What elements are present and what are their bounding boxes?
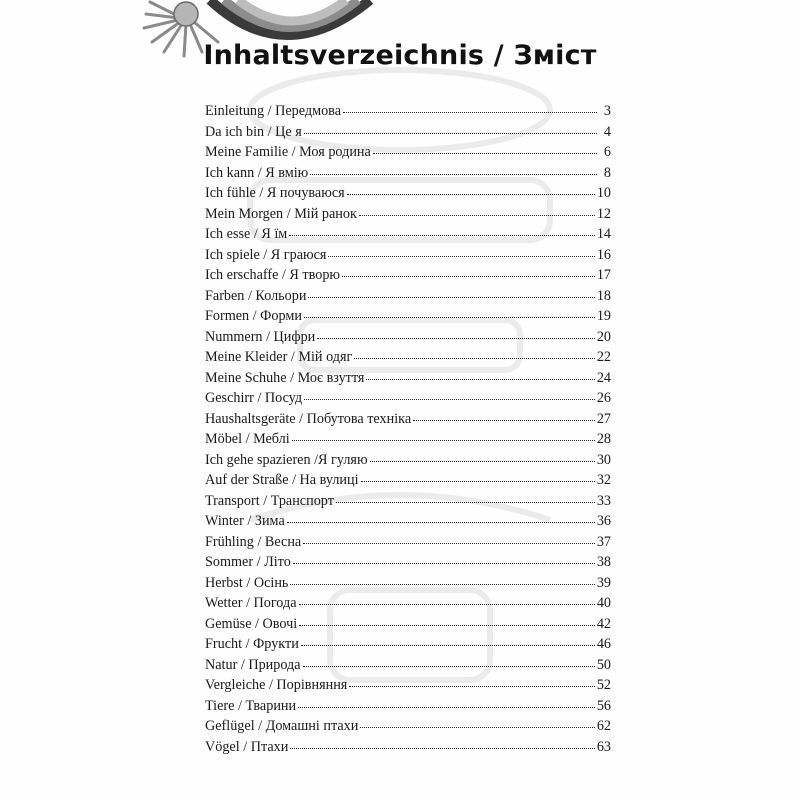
dot-leader bbox=[304, 317, 595, 318]
toc-entry-page: 16 bbox=[596, 246, 611, 263]
toc-entry-page: 30 bbox=[596, 451, 611, 468]
toc-entry-page: 8 bbox=[603, 164, 611, 181]
toc-entry-page: 28 bbox=[596, 431, 611, 447]
toc-entry bbox=[205, 634, 611, 655]
dot-leader bbox=[292, 440, 595, 441]
dot-leader bbox=[308, 297, 594, 298]
dot-leader bbox=[298, 707, 595, 708]
toc-entry bbox=[205, 470, 611, 491]
dot-leader bbox=[304, 399, 595, 400]
toc-entry bbox=[205, 142, 611, 163]
dot-leader bbox=[370, 461, 595, 462]
dot-leader bbox=[349, 686, 594, 687]
toc-entry bbox=[205, 409, 611, 430]
toc-entry-page: 19 bbox=[596, 308, 611, 324]
dot-leader bbox=[366, 379, 594, 380]
dot-leader bbox=[359, 215, 595, 216]
toc-entry-title: Auf der Straße / На вулиці bbox=[205, 472, 359, 488]
toc-entry-page: 18 bbox=[596, 287, 611, 304]
toc-entry-page: 6 bbox=[603, 144, 611, 160]
dot-leader bbox=[342, 276, 595, 277]
toc-entry-title: Natur / Природа bbox=[205, 656, 301, 673]
toc-entry bbox=[205, 265, 611, 286]
toc-entry bbox=[205, 286, 611, 307]
toc-entry-title: Farben / Кольори bbox=[205, 287, 307, 304]
toc-entry-title: Transport / Транспорт bbox=[205, 492, 334, 509]
toc-entry-page: 39 bbox=[596, 574, 611, 591]
toc-entry-page: 46 bbox=[596, 636, 611, 652]
toc-entry-title: Geflügel / Домашні птахи bbox=[205, 718, 359, 734]
toc-entry bbox=[205, 429, 611, 450]
dot-leader bbox=[413, 420, 595, 421]
toc-entry-page: 27 bbox=[596, 410, 611, 427]
toc-entry-title: Ich fühle / Я почуваюся bbox=[205, 185, 345, 201]
dot-leader bbox=[301, 645, 595, 646]
toc-entry bbox=[205, 675, 611, 696]
toc-entry bbox=[205, 593, 611, 614]
page-title: Inhaltsverzeichnis / Зміст bbox=[203, 40, 597, 71]
dot-leader bbox=[361, 481, 595, 482]
toc-entry bbox=[205, 614, 611, 635]
toc-entry-page: 36 bbox=[596, 513, 611, 529]
dot-leader bbox=[303, 666, 595, 667]
toc-entry-page: 17 bbox=[596, 267, 611, 283]
toc-entry bbox=[205, 368, 611, 389]
toc-entry-title: Haushaltsgeräte / Побутова техніка bbox=[205, 410, 412, 427]
dot-leader bbox=[317, 338, 595, 339]
dot-leader bbox=[310, 174, 597, 175]
toc-entry-title: Formen / Форми bbox=[205, 308, 302, 324]
toc-entry-title: Wetter / Погода bbox=[205, 595, 297, 611]
toc-entry bbox=[205, 204, 611, 225]
dot-leader bbox=[360, 727, 595, 728]
toc-entry-title: Frucht / Фрукти bbox=[205, 636, 299, 652]
dot-leader bbox=[373, 153, 597, 154]
toc-entry-title: Herbst / Осінь bbox=[205, 574, 289, 591]
toc-entry-page: 10 bbox=[596, 185, 611, 201]
toc-entry-page: 40 bbox=[596, 595, 611, 611]
dot-leader bbox=[343, 112, 597, 113]
toc-entry-title: Meine Kleider / Мій одяг bbox=[205, 349, 353, 365]
toc-entry bbox=[205, 245, 611, 266]
toc-entry bbox=[205, 327, 611, 348]
toc-entry-title: Vögel / Птахи bbox=[205, 738, 289, 755]
dot-leader bbox=[287, 522, 595, 523]
toc-entry-page: 38 bbox=[596, 554, 611, 570]
toc-entry bbox=[205, 163, 611, 184]
table-of-contents bbox=[205, 101, 611, 757]
toc-entry bbox=[205, 122, 611, 143]
dot-leader bbox=[293, 563, 595, 564]
toc-entry bbox=[205, 101, 611, 122]
toc-entry-page: 37 bbox=[596, 533, 611, 550]
toc-entry-title: Winter / Зима bbox=[205, 513, 285, 529]
toc-entry-title: Frühling / Весна bbox=[205, 533, 302, 550]
toc-entry bbox=[205, 696, 611, 717]
toc-entry-title: Meine Schuhe / Моє взуття bbox=[205, 369, 365, 386]
dot-leader bbox=[328, 256, 594, 257]
toc-entry-title: Sommer / Літо bbox=[205, 554, 291, 570]
toc-entry bbox=[205, 224, 611, 245]
toc-entry bbox=[205, 552, 611, 573]
toc-entry-page: 50 bbox=[596, 656, 611, 673]
toc-entry-page: 33 bbox=[596, 492, 611, 509]
toc-entry-title: Gemüse / Овочі bbox=[205, 615, 298, 632]
toc-entry-title: Ich kann / Я вмію bbox=[205, 164, 309, 181]
dot-leader bbox=[303, 543, 595, 544]
toc-entry-page: 3 bbox=[603, 103, 611, 119]
dot-leader bbox=[304, 133, 597, 134]
dot-leader bbox=[299, 625, 595, 626]
toc-entry-page: 24 bbox=[596, 369, 611, 386]
toc-entry-title: Ich esse / Я їм bbox=[205, 226, 288, 242]
toc-entry-page: 22 bbox=[596, 349, 611, 365]
toc-entry bbox=[205, 737, 611, 758]
toc-entry-title: Mein Morgen / Мій ранок bbox=[205, 205, 357, 222]
toc-entry bbox=[205, 655, 611, 676]
toc-entry-page: 63 bbox=[596, 738, 611, 755]
toc-entry-title: Möbel / Меблі bbox=[205, 431, 290, 447]
toc-entry bbox=[205, 388, 611, 409]
dot-leader bbox=[347, 194, 595, 195]
toc-entry bbox=[205, 573, 611, 594]
toc-entry-page: 12 bbox=[596, 205, 611, 222]
toc-entry bbox=[205, 511, 611, 532]
toc-entry-page: 4 bbox=[603, 123, 611, 140]
toc-entry bbox=[205, 491, 611, 512]
toc-entry-page: 52 bbox=[596, 677, 611, 693]
toc-entry bbox=[205, 450, 611, 471]
toc-entry-title: Ich erschaffe / Я творю bbox=[205, 267, 341, 283]
toc-entry-title: Meine Familie / Моя родина bbox=[205, 144, 371, 160]
toc-entry-page: 14 bbox=[596, 226, 611, 242]
toc-entry-page: 26 bbox=[596, 390, 611, 406]
dot-leader bbox=[290, 748, 595, 749]
toc-entry-title: Da ich bin / Це я bbox=[205, 123, 302, 140]
toc-entry-page: 32 bbox=[596, 472, 611, 488]
dot-leader bbox=[290, 584, 594, 585]
toc-entry-title: Tiere / Тварини bbox=[205, 697, 297, 714]
toc-entry-title: Ich gehe spazieren /Я гуляю bbox=[205, 451, 368, 468]
toc-entry-page: 62 bbox=[596, 718, 611, 734]
toc-entry-page: 42 bbox=[596, 615, 611, 632]
dot-leader bbox=[336, 502, 595, 503]
toc-entry bbox=[205, 532, 611, 553]
dot-leader bbox=[354, 358, 594, 359]
toc-entry bbox=[205, 347, 611, 368]
dot-leader bbox=[289, 235, 595, 236]
toc-entry-title: Geschirr / Посуд bbox=[205, 390, 303, 406]
toc-entry bbox=[205, 716, 611, 737]
dot-leader bbox=[299, 604, 595, 605]
toc-entry bbox=[205, 183, 611, 204]
toc-entry-page: 20 bbox=[596, 328, 611, 345]
toc-entry bbox=[205, 306, 611, 327]
toc-entry-title: Vergleiche / Порівняння bbox=[205, 677, 348, 693]
toc-entry-title: Ich spiele / Я граюся bbox=[205, 246, 327, 263]
toc-entry-page: 56 bbox=[596, 697, 611, 714]
toc-entry-title: Nummern / Цифри bbox=[205, 328, 316, 345]
toc-entry-title: Einleitung / Передмова bbox=[205, 103, 341, 119]
